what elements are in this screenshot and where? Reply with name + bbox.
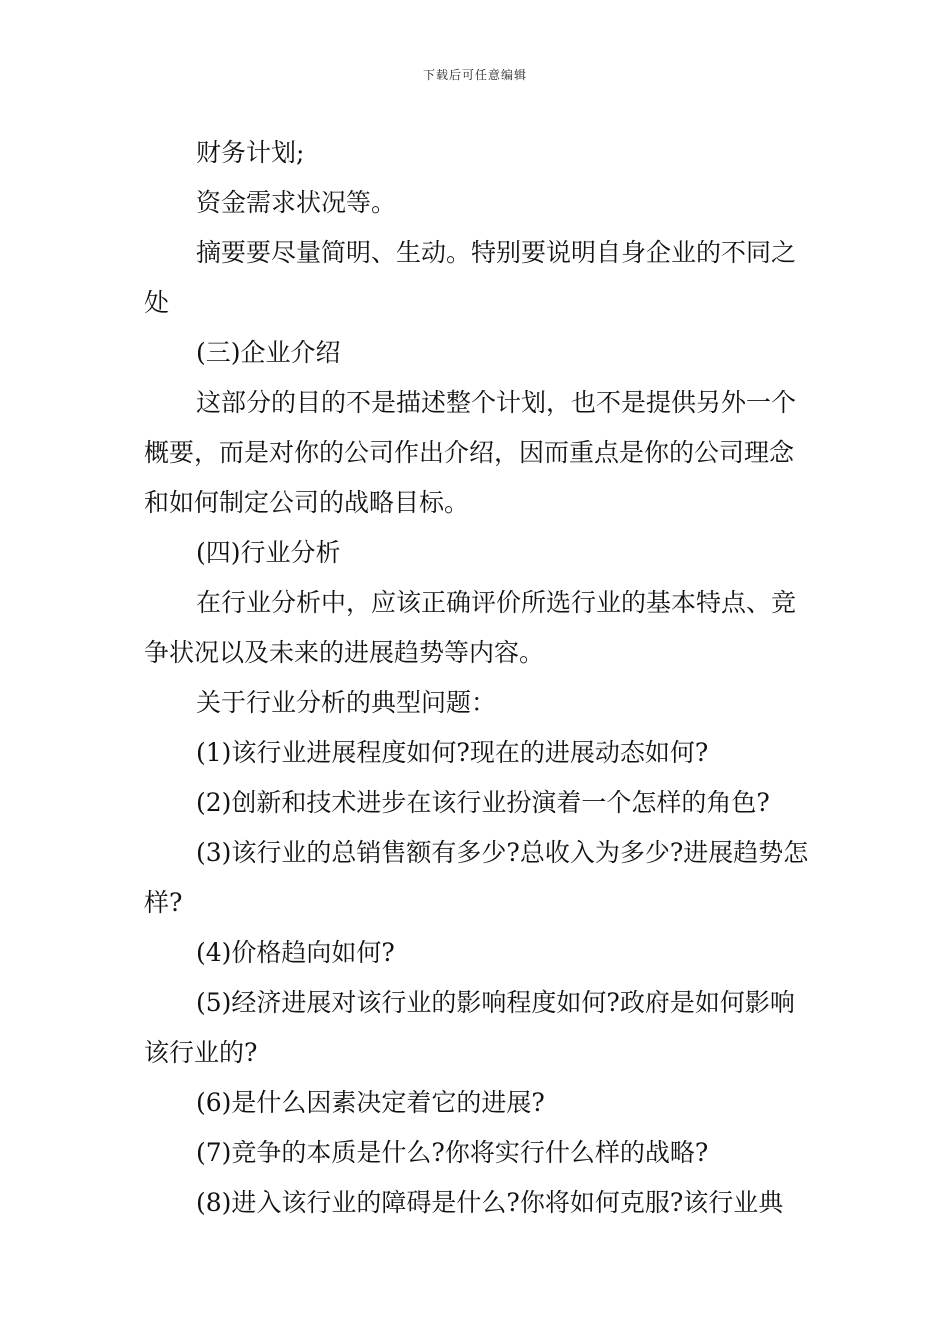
question-item-7: (7)竞争的本质是什么?你将实行什么样的战略? (196, 1138, 709, 1167)
document-body (144, 128, 814, 1228)
paragraph-industry-analysis: 在行业分析中，应该正确评价所选行业的基本特点、竞争状况以及未来的进展趋势等内容。 (144, 588, 797, 667)
section-heading-industry-analysis: (四)行业分析 (196, 538, 341, 567)
question-item-6: (6)是什么因素决定着它的进展? (196, 1088, 545, 1117)
question-item-4: (4)价格趋向如何? (196, 938, 395, 967)
question-item-5: (5)经济进展对该行业的影响程度如何?政府是如何影响该行业的? (144, 988, 795, 1067)
paragraph-company-intro: 这部分的目的不是描述整个计划，也不是提供另外一个概要，而是对你的公司作出介绍，因而重点是你的公司理念和如何制定公司的战略目标。 (144, 388, 797, 517)
question-item-3: (3)该行业的总销售额有多少?总收入为多少?进展趋势怎样? (144, 838, 809, 917)
paragraph-typical-questions-intro: 关于行业分析的典型问题： (196, 688, 497, 717)
question-item-1: (1)该行业进展程度如何?现在的进展动态如何? (196, 738, 709, 767)
paragraph-financial-plan: 财务计划; (196, 138, 305, 167)
page-header: 下载后可任意编辑 (422, 68, 527, 82)
paragraph-funding-needs: 资金需求状况等。 (196, 188, 397, 217)
paragraph-summary-advice: 摘要要尽量简明、生动。特别要说明自身企业的不同之处 (144, 238, 797, 317)
section-heading-company-intro: (三)企业介绍 (196, 338, 341, 367)
question-item-8: (8)进入该行业的障碍是什么?你将如何克服?该行业典 (196, 1188, 784, 1217)
question-item-2: (2)创新和技术进步在该行业扮演着一个怎样的角色? (196, 788, 770, 817)
